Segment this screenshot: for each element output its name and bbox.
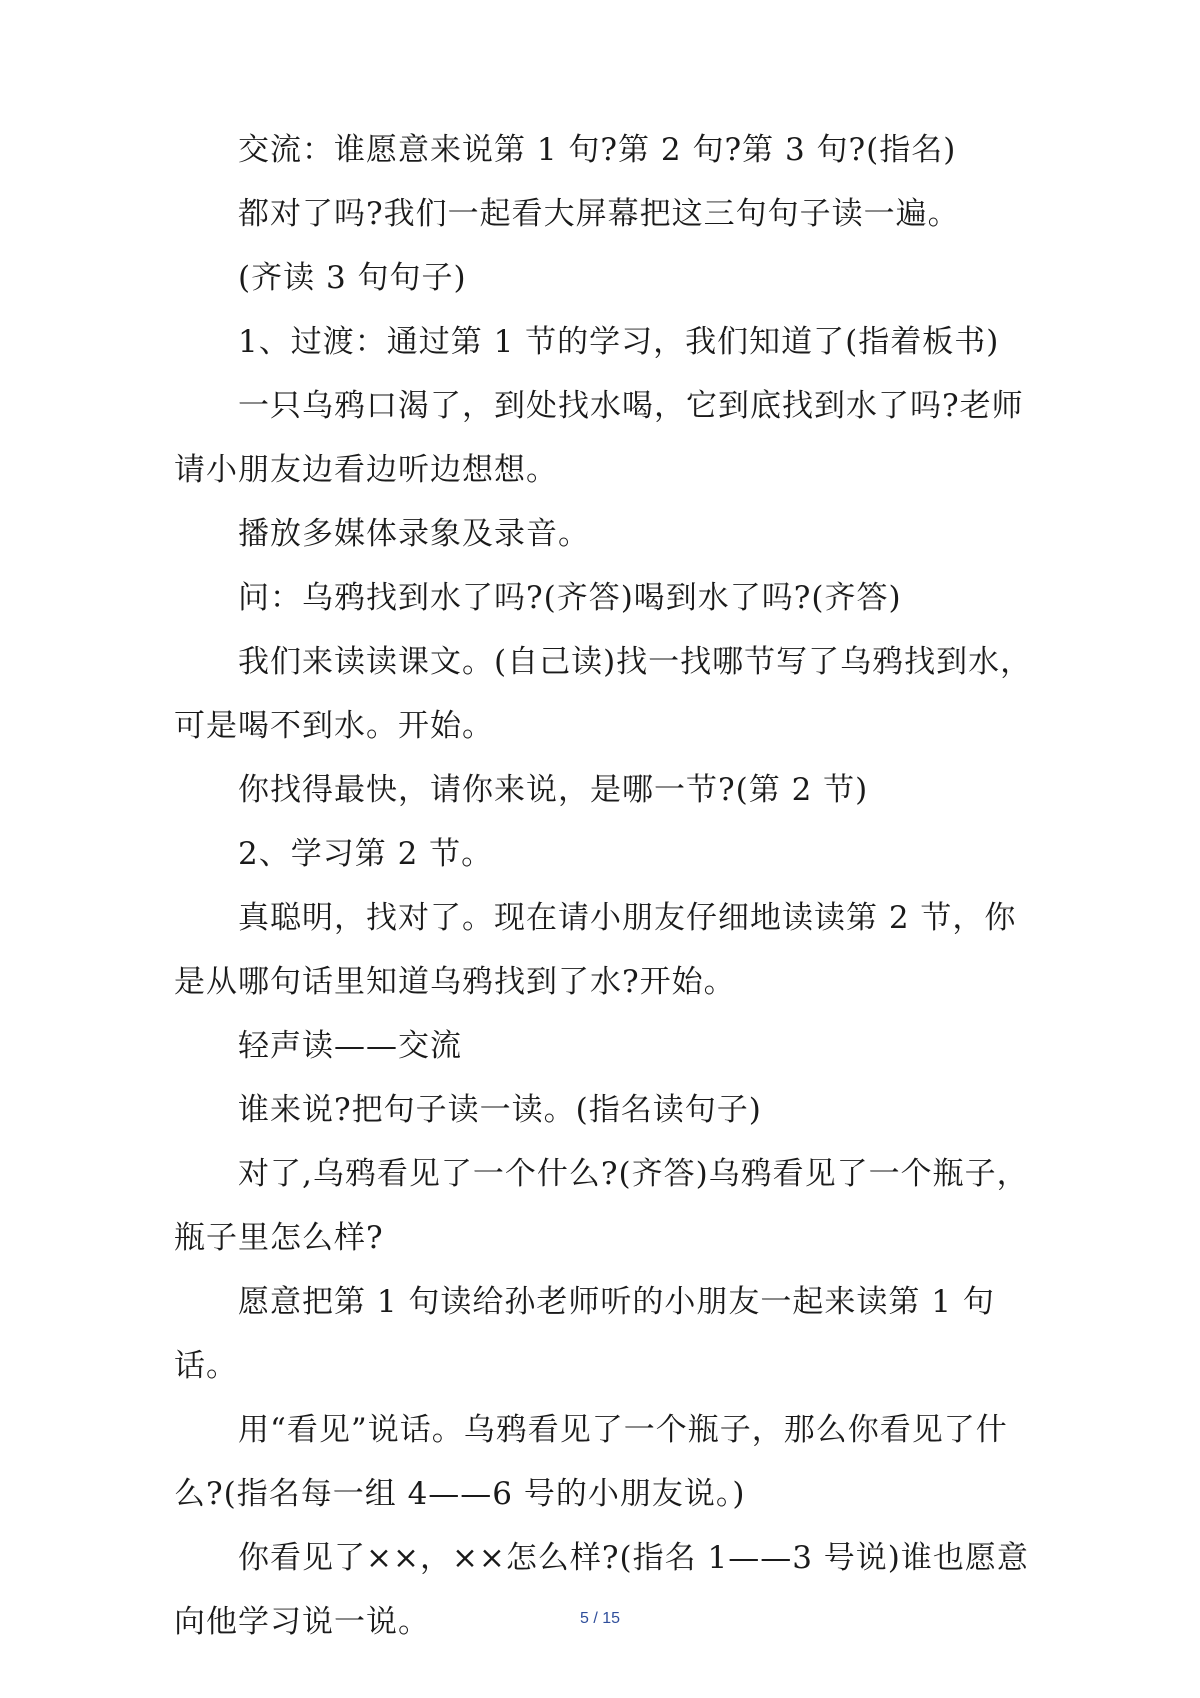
paragraph: 愿意把第 1 句读给孙老师听的小朋友一起来读第 1 句话。 <box>174 1284 995 1384</box>
paragraph: 1、过渡：通过第 1 节的学习，我们知道了(指着板书) <box>238 324 1000 360</box>
paragraph: 交流：谁愿意来说第 1 句?第 2 句?第 3 句?(指名) <box>238 132 957 168</box>
paragraph: 我们来读读课文。(自己读)找一找哪节写了乌鸦找到水，可是喝不到水。开始。 <box>174 644 1033 744</box>
paragraph: 谁来说?把句子读一读。(指名读句子) <box>238 1092 762 1128</box>
paragraph: 真聪明，找对了。现在请小朋友仔细地读读第 2 节，你是从哪句话里知道乌鸦找到了水?开始。 <box>174 900 1017 1000</box>
paragraph: 用“看见”说话。乌鸦看见了一个瓶子，那么你看见了什么?(指名每一组 4——6 号的小朋友说。) <box>174 1412 1008 1512</box>
paragraph: 2、学习第 2 节。 <box>238 836 494 872</box>
paragraph: (齐读 3 句句子) <box>238 260 467 296</box>
document-body <box>174 118 1034 1654</box>
paragraph: 对了,乌鸦看见了一个什么?(齐答)乌鸦看见了一个瓶子，瓶子里怎么样? <box>174 1156 1029 1256</box>
paragraph: 一只乌鸦口渴了，到处找水喝，它到底找到水了吗?老师请小朋友边看边听边想想。 <box>174 388 1024 488</box>
paragraph: 播放多媒体录象及录音。 <box>238 516 590 552</box>
paragraph: 轻声读——交流 <box>238 1028 462 1064</box>
page-number: 5 / 15 <box>579 1610 621 1627</box>
paragraph: 都对了吗?我们一起看大屏幕把这三句句子读一遍。 <box>238 196 960 232</box>
paragraph: 你找得最快，请你来说，是哪一节?(第 2 节) <box>238 772 869 808</box>
paragraph: 问：乌鸦找到水了吗?(齐答)喝到水了吗?(齐答) <box>238 580 902 616</box>
paragraph: 你看见了××，××怎么样?(指名 1——3 号说)谁也愿意向他学习说一说。 <box>174 1540 1029 1640</box>
